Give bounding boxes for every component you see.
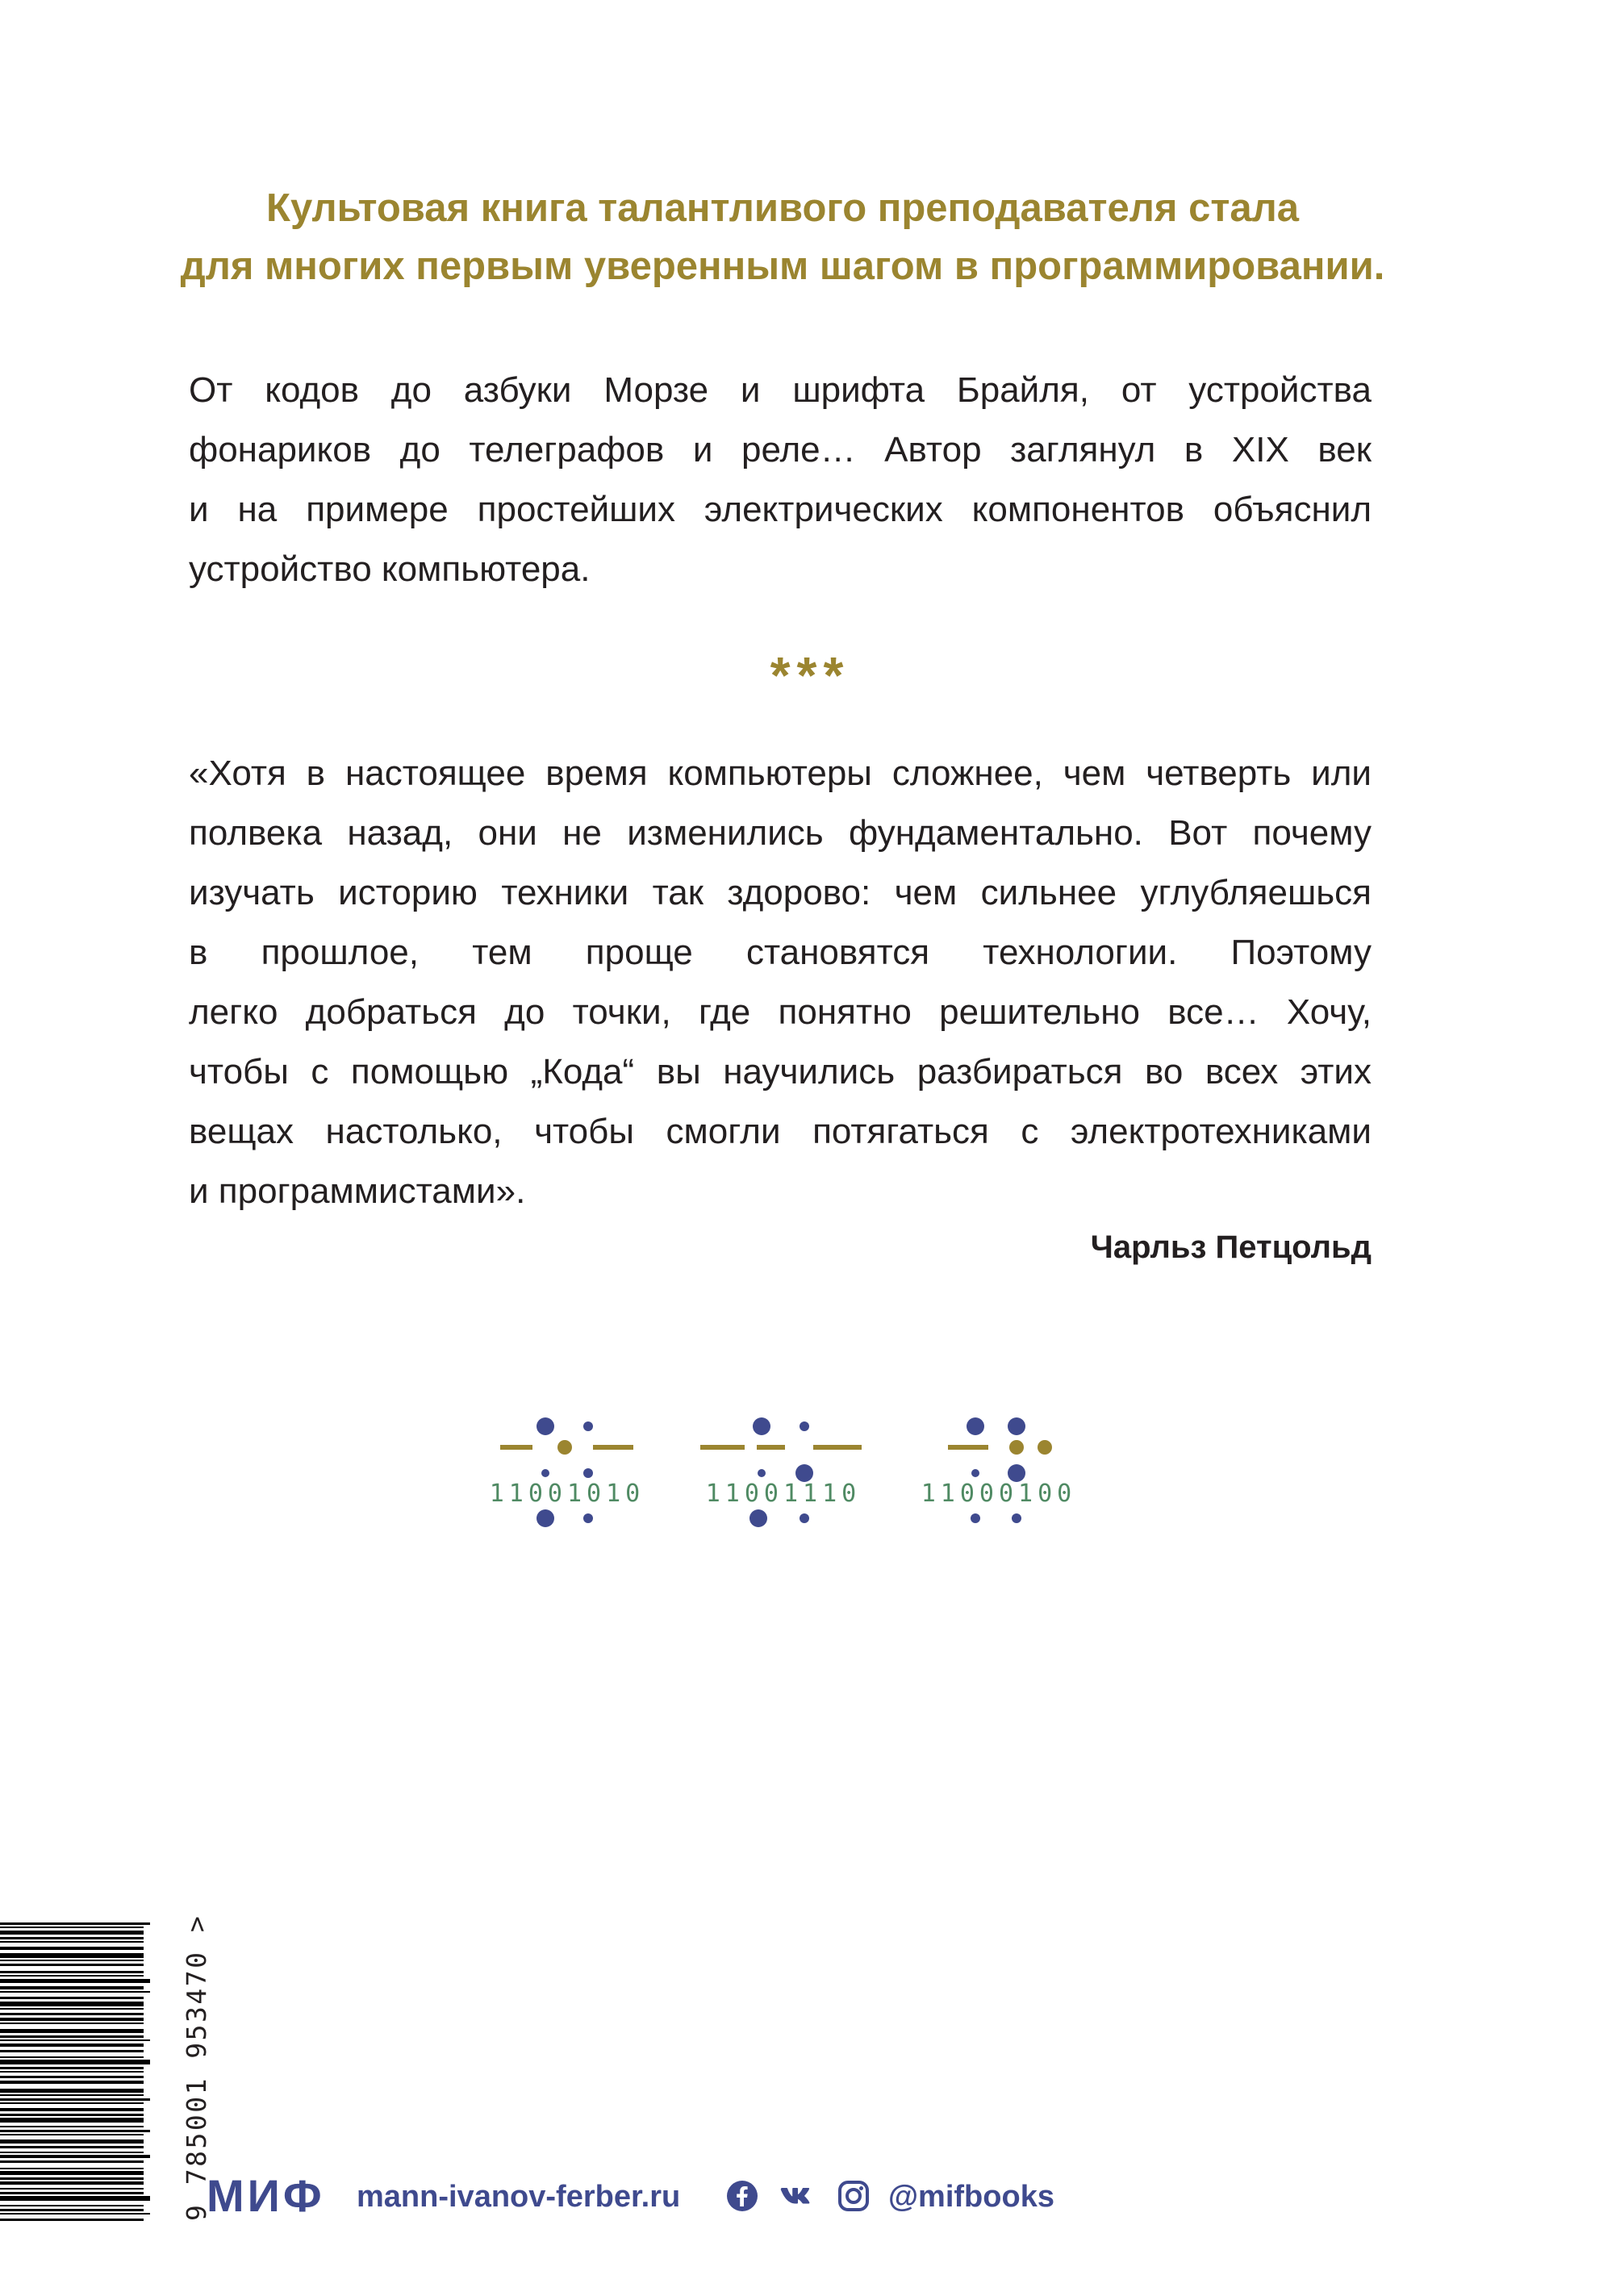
quote-line: изучать историю техники так здорово: чем сильнее углубляешься: [189, 873, 1372, 912]
barcode-bar: [0, 2160, 144, 2163]
intro-line: устройство компьютера.: [189, 549, 591, 589]
barcode-bar: [0, 2102, 144, 2104]
barcode-bar: [0, 2134, 144, 2135]
barcode-bar: [0, 2219, 144, 2221]
barcode-bar: [0, 2177, 144, 2180]
morse-braille-graphic: [476, 1396, 662, 1533]
binary-code: 11000100: [921, 1480, 1077, 1508]
facebook-icon[interactable]: [726, 2180, 758, 2212]
headline: [145, 179, 1420, 295]
barcode-bar: [0, 2013, 144, 2015]
barcode-bar: [0, 1937, 144, 1939]
barcode-bar: [0, 1931, 144, 1935]
barcode-bar: [0, 2114, 144, 2116]
barcode-bar: [0, 1979, 150, 1983]
barcode-bar: [0, 2098, 150, 2101]
morse-braille-graphic: [908, 1396, 1093, 1533]
barcode-bar: [0, 2071, 144, 2073]
barcode-bar: [0, 2213, 150, 2215]
binary-code: 11001110: [705, 1480, 862, 1508]
quote-line: «Хотя в настоящее время компьютеры сложнее, чем четверть или: [189, 754, 1372, 793]
barcode-bar: [0, 2056, 144, 2058]
barcode-bar: [0, 2188, 144, 2190]
barcode-bar: [0, 2130, 150, 2132]
isbn-text: 9 785001 953470 >: [181, 1914, 212, 2221]
vk-icon[interactable]: [779, 2180, 818, 2212]
quote-line: вещах настолько, чтобы смогли потягаться с электротехниками: [189, 1112, 1372, 1151]
barcode-bar: [0, 2139, 144, 2144]
barcode-bar: [0, 2126, 144, 2127]
barcode-bar: [0, 2002, 144, 2006]
intro-line: и на примере простейших электрических компонентов объяснил: [189, 490, 1372, 529]
barcode-bar: [0, 2050, 144, 2052]
barcode-bar: [0, 2108, 144, 2111]
barcode-bar: [0, 2039, 150, 2041]
barcode-bar: [0, 1927, 144, 1928]
quote-author: Чарльз Петцольд: [1090, 1229, 1372, 1265]
barcode-bar: [0, 1975, 144, 1977]
barcode-graphic: [0, 1922, 150, 2221]
barcode-bar: [0, 2089, 144, 2093]
barcode-bar: [0, 2029, 144, 2033]
separator-asterisks: ***: [770, 646, 850, 704]
barcode-bar: [0, 1941, 144, 1943]
barcode-bar: [0, 2043, 144, 2047]
barcode-bar: [0, 2209, 144, 2211]
quote-line: и программистами».: [189, 1171, 526, 1211]
barcode-bar: [0, 2067, 144, 2069]
barcode-bar: [0, 2181, 144, 2185]
barcode-bar: [0, 1947, 144, 1950]
barcode-bar: [0, 2008, 144, 2010]
barcode-bar: [0, 2146, 144, 2148]
barcode-bar: [0, 1997, 144, 1999]
barcode-bar: [0, 2081, 144, 2084]
barcode-bar: [0, 2196, 150, 2201]
barcode-bar: [0, 1991, 150, 1993]
binary-code: 11001010: [489, 1480, 645, 1508]
quote-line: в прошлое, тем проще становятся технологии. Поэтому: [189, 933, 1372, 972]
barcode-bar: [0, 2152, 144, 2153]
barcode-bar: [0, 2035, 144, 2038]
intro-line: От кодов до азбуки Морзе и шрифта Брайля, от устройства: [189, 370, 1372, 410]
publisher-logo: МИФ: [207, 2170, 325, 2221]
code-motif: [476, 1396, 662, 1533]
barcode-bar: [0, 1986, 144, 1989]
social-handle[interactable]: @mifbooks: [888, 2180, 1054, 2214]
code-motif: [692, 1396, 878, 1533]
barcode-bar: [0, 1971, 144, 1973]
barcode-bar: [0, 2018, 144, 2021]
barcode-bar: [0, 1953, 144, 1958]
barcode-bar: [0, 1964, 144, 1966]
barcode-bar: [0, 2023, 144, 2024]
intro-paragraph: [189, 361, 1372, 599]
barcode-bar: [0, 2060, 150, 2064]
quote-line: легко добраться до точки, где понятно решительно все… Хочу,: [189, 992, 1372, 1032]
morse-braille-graphic: [692, 1396, 878, 1533]
barcode-bar: [0, 1922, 150, 1925]
intro-line: фонариков до телеграфов и реле… Автор заглянул в XIX век: [189, 430, 1372, 470]
isbn-barcode: [0, 1922, 150, 2225]
code-motif: [908, 1396, 1093, 1533]
barcode-bar: [0, 2192, 144, 2194]
barcode-bar: [0, 2118, 144, 2123]
headline-line: Культовая книга талантливого преподавателя стала: [266, 186, 1299, 230]
barcode-bar: [0, 2205, 144, 2206]
quote-line: чтобы с помощью „Кода“ вы научились разбираться во всех этих: [189, 1052, 1372, 1092]
barcode-bar: [0, 1960, 144, 1961]
barcode-bar: [0, 2168, 144, 2169]
barcode-bar: [0, 2171, 144, 2175]
barcode-bar: [0, 2155, 150, 2158]
headline-line: для многих первым уверенным шагом в программировании.: [180, 244, 1385, 288]
barcode-bar: [0, 2076, 144, 2078]
quote-line: полвека назад, они не изменились фундаментально. Вот почему: [189, 813, 1372, 853]
barcode-bar: [0, 2094, 144, 2096]
website-link[interactable]: mann-ivanov-ferber.ru: [357, 2180, 681, 2214]
instagram-icon[interactable]: [837, 2180, 870, 2212]
isbn-number: [153, 1914, 212, 2221]
quote-paragraph: [189, 744, 1372, 1221]
